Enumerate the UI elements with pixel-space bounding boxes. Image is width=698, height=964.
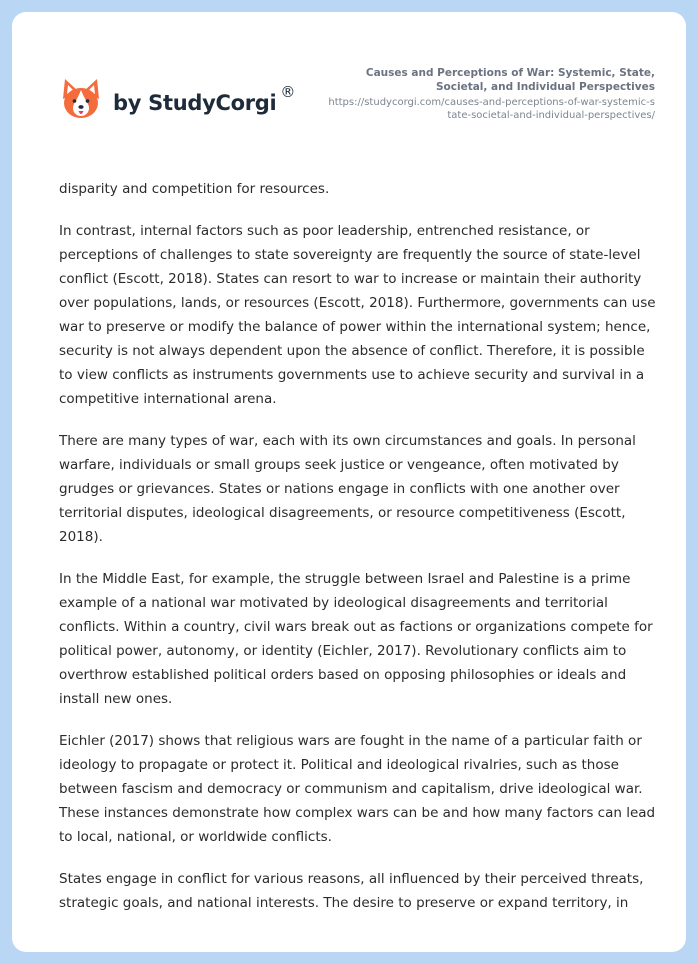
body-paragraph: disparity and competition for resources. [59, 181, 330, 197]
logo-text: by StudyCorgi [113, 91, 277, 115]
body-paragraph: In the Middle East, for example, the struggle between Israel and Palestine is a prime example of a national war motivated by ideological disagreements and territorial conflicts. Within a country, civil wars break out as factions or organizations compete for political power, autonomy, or identity (Eichler, 2017). Revolutionary conflicts aim to overthrow established political orders based on opposing philosophies or ideals and install new ones. [59, 571, 653, 707]
document-title: Causes and Perceptions of War: Systemic, State, Societal, and Individual Perspectives [365, 67, 655, 93]
page-header [12, 12, 686, 162]
body-paragraph: There are many types of war, each with its own circumstances and goals. In personal warfare, individuals or small groups seek justice or vengeance, often motivated by grudges or grievances. States or nations engage in conflicts with one another over territorial disputes, ideological disagreements, or resource competitiveness (Escott, 2018). [59, 433, 636, 545]
studycorgi-logo[interactable] [60, 76, 295, 124]
document-page [12, 12, 686, 952]
document-url[interactable]: https://studycorgi.com/causes-and-perceptions-of-war-systemic-state-societal-and-individual-perspectives/ [328, 97, 655, 121]
body-paragraph: In contrast, internal factors such as poor leadership, entrenched resistance, or perceptions of challenges to state sovereignty are frequently the source of state-level conflict (Escott, 2018). States can resort to war to increase or maintain their authority over populations, lands, or resources (Escott, 2018). Furthermore, governments can use war to preserve or modify the balance of power within the international system; hence, security is not always dependent upon the absence of conflict. Therefore, it is possible to view conflicts as instruments governments use to achieve security and survival in a competitive international arena. [59, 223, 656, 407]
document-reference [325, 66, 655, 122]
body-paragraph: Eichler (2017) shows that religious wars are fought in the name of a particular faith or ideology to propagate or protect it. Political and ideological rivalries, such as those between fascism and democracy or communism and capitalism, drive ideological war. These instances demonstrate how complex wars can be and how many factors can lead to local, national, or worldwide conflicts. [59, 733, 656, 845]
registered-mark: ® [280, 83, 296, 101]
corgi-head-icon [60, 77, 102, 123]
document-body [59, 177, 659, 933]
body-paragraph: States engage in conflict for various reasons, all influenced by their perceived threats, strategic goals, and national interests. The desire to preserve or expand territory, in [59, 871, 644, 911]
